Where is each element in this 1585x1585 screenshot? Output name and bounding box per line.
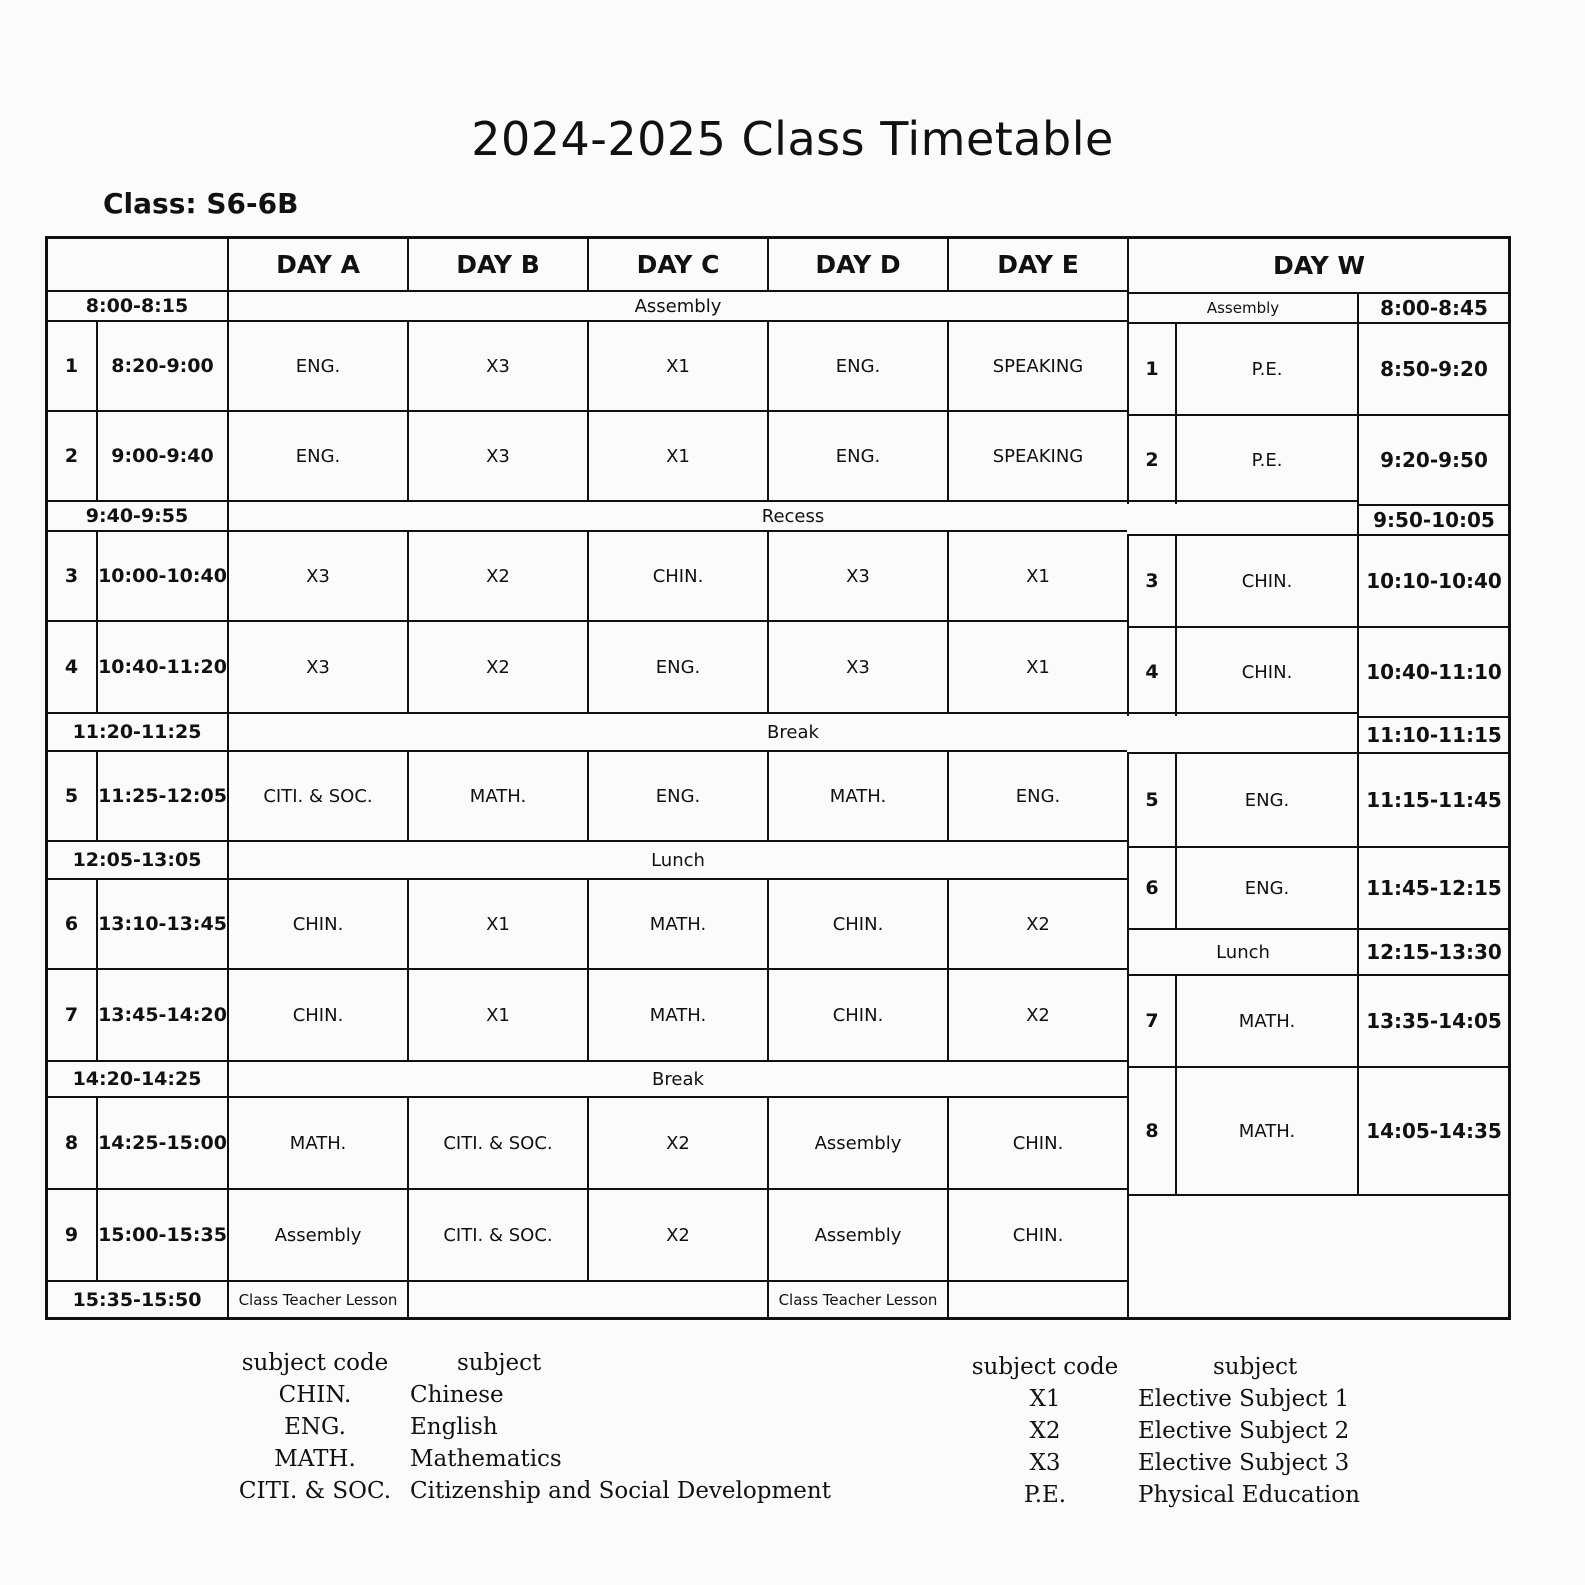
legend-subject: English bbox=[410, 1414, 498, 1440]
w-empty-block bbox=[1127, 1194, 1509, 1317]
lesson-cell: CHIN. bbox=[227, 878, 407, 968]
class-teacher-lesson-cell: Class Teacher Lesson bbox=[227, 1280, 407, 1317]
header-corner bbox=[47, 236, 227, 290]
break-label: Break bbox=[227, 712, 1357, 750]
lesson-cell: CITI. & SOC. bbox=[227, 750, 407, 840]
w-lesson-cell: P.E. bbox=[1175, 322, 1357, 414]
lesson-cell: ENG. bbox=[227, 320, 407, 410]
w-period-time: 8:50-9:20 bbox=[1357, 322, 1509, 414]
lesson-cell: MATH. bbox=[587, 878, 767, 968]
day-header: DAY A bbox=[227, 236, 407, 290]
w-period-time: 11:15-11:45 bbox=[1357, 752, 1509, 846]
period-time: 13:10-13:45 bbox=[96, 878, 227, 968]
lesson-cell: X1 bbox=[587, 410, 767, 500]
lesson-cell: ENG. bbox=[767, 410, 947, 500]
legend-code: CITI. & SOC. bbox=[238, 1478, 392, 1504]
class-teacher-lesson-cell: Class Teacher Lesson bbox=[767, 1280, 947, 1317]
day-w-header: DAY W bbox=[1127, 236, 1509, 292]
w-period-time: 10:40-11:10 bbox=[1357, 626, 1509, 716]
w-period-number: 7 bbox=[1127, 974, 1175, 1066]
lesson-cell: ENG. bbox=[587, 620, 767, 712]
lesson-cell: X1 bbox=[587, 320, 767, 410]
w-recess-time: 9:50-10:05 bbox=[1357, 504, 1509, 534]
legend-code: X1 bbox=[1029, 1386, 1061, 1412]
assembly-time: 8:00-8:15 bbox=[47, 290, 227, 320]
period-time: 8:20-9:00 bbox=[96, 320, 227, 410]
lesson-cell: Assembly bbox=[767, 1188, 947, 1280]
lesson-cell: X2 bbox=[947, 968, 1127, 1060]
lesson-cell: MATH. bbox=[407, 750, 587, 840]
day-header: DAY D bbox=[767, 236, 947, 290]
lesson-cell: CITI. & SOC. bbox=[407, 1188, 587, 1280]
lesson-cell: ENG. bbox=[587, 750, 767, 840]
lunch-time: 12:05-13:05 bbox=[47, 840, 227, 878]
legend-code: X2 bbox=[1029, 1418, 1061, 1444]
w-lunch-time: 12:15-13:30 bbox=[1357, 928, 1509, 974]
legend-subject: Citizenship and Social Development bbox=[410, 1478, 831, 1504]
day-header: DAY C bbox=[587, 236, 767, 290]
period-number: 6 bbox=[47, 878, 96, 968]
w-period-time: 10:10-10:40 bbox=[1357, 534, 1509, 626]
lesson-cell: CHIN. bbox=[227, 968, 407, 1060]
lesson-cell: X1 bbox=[407, 968, 587, 1060]
class-teacher-lesson-time: 15:35-15:50 bbox=[47, 1280, 227, 1317]
lesson-cell: SPEAKING bbox=[947, 410, 1127, 500]
lesson-cell: X3 bbox=[227, 620, 407, 712]
legend-right-code-header: subject code bbox=[971, 1354, 1119, 1380]
w-lesson-cell: P.E. bbox=[1175, 414, 1357, 504]
lesson-cell: X1 bbox=[947, 530, 1127, 620]
w-lesson-cell: CHIN. bbox=[1175, 626, 1357, 716]
lesson-cell: ENG. bbox=[947, 750, 1127, 840]
w-period-number: 8 bbox=[1127, 1066, 1175, 1194]
lesson-cell: MATH. bbox=[227, 1096, 407, 1188]
period-time: 15:00-15:35 bbox=[96, 1188, 227, 1280]
lesson-cell: ENG. bbox=[767, 320, 947, 410]
legend-code: P.E. bbox=[1023, 1482, 1067, 1508]
legend-right-subject-header: subject bbox=[1213, 1354, 1298, 1380]
lesson-cell: SPEAKING bbox=[947, 320, 1127, 410]
lesson-cell: ENG. bbox=[227, 410, 407, 500]
period-number: 8 bbox=[47, 1096, 96, 1188]
lesson-cell: MATH. bbox=[587, 968, 767, 1060]
lesson-cell: CHIN. bbox=[587, 530, 767, 620]
w-period-number: 2 bbox=[1127, 414, 1175, 504]
lesson-cell: X3 bbox=[407, 320, 587, 410]
lesson-cell: X3 bbox=[407, 410, 587, 500]
w-lesson-cell: CHIN. bbox=[1175, 534, 1357, 626]
period-number: 3 bbox=[47, 530, 96, 620]
break-label: Break bbox=[227, 1060, 1127, 1096]
legend-subject: Elective Subject 3 bbox=[1138, 1450, 1350, 1476]
legend-code: X3 bbox=[1029, 1450, 1061, 1476]
lesson-cell: CHIN. bbox=[947, 1188, 1127, 1280]
period-time: 11:25-12:05 bbox=[96, 750, 227, 840]
w-lesson-cell: ENG. bbox=[1175, 846, 1357, 928]
w-period-time: 9:20-9:50 bbox=[1357, 414, 1509, 504]
w-lesson-cell: ENG. bbox=[1175, 752, 1357, 846]
lesson-cell: X3 bbox=[767, 620, 947, 712]
lesson-cell: X2 bbox=[587, 1096, 767, 1188]
legend-left-code-header: subject code bbox=[241, 1350, 389, 1376]
lesson-cell: MATH. bbox=[767, 750, 947, 840]
day-header: DAY E bbox=[947, 236, 1127, 290]
w-assembly-label: Assembly bbox=[1127, 292, 1357, 322]
lesson-cell: X3 bbox=[227, 530, 407, 620]
period-number: 1 bbox=[47, 320, 96, 410]
lesson-cell: X2 bbox=[407, 530, 587, 620]
lesson-cell: CHIN. bbox=[767, 968, 947, 1060]
lunch-label: Lunch bbox=[227, 840, 1127, 878]
lesson-cell: X2 bbox=[947, 878, 1127, 968]
assembly-label: Assembly bbox=[227, 290, 1127, 320]
w-period-number: 3 bbox=[1127, 534, 1175, 626]
w-period-number: 5 bbox=[1127, 752, 1175, 846]
recess-label: Recess bbox=[227, 500, 1357, 530]
legend-left-subject-header: subject bbox=[457, 1350, 542, 1376]
w-period-time: 14:05-14:35 bbox=[1357, 1066, 1509, 1194]
w-period-time: 11:45-12:15 bbox=[1357, 846, 1509, 928]
legend-subject: Chinese bbox=[410, 1382, 504, 1408]
w-period-time: 13:35-14:05 bbox=[1357, 974, 1509, 1066]
legend-subject: Elective Subject 2 bbox=[1138, 1418, 1350, 1444]
w-lunch-label: Lunch bbox=[1127, 928, 1357, 974]
empty-cell bbox=[407, 1280, 767, 1317]
period-time: 9:00-9:40 bbox=[96, 410, 227, 500]
lesson-cell: X3 bbox=[767, 530, 947, 620]
legend-subject: Physical Education bbox=[1138, 1482, 1360, 1508]
period-number: 2 bbox=[47, 410, 96, 500]
w-lesson-cell: MATH. bbox=[1175, 974, 1357, 1066]
lesson-cell: Assembly bbox=[227, 1188, 407, 1280]
lesson-cell: Assembly bbox=[767, 1096, 947, 1188]
lesson-cell: X1 bbox=[407, 878, 587, 968]
w-assembly-time: 8:00-8:45 bbox=[1357, 292, 1509, 322]
legend-code: MATH. bbox=[274, 1446, 356, 1472]
period-time: 10:00-10:40 bbox=[96, 530, 227, 620]
recess-time: 9:40-9:55 bbox=[47, 500, 227, 530]
period-number: 5 bbox=[47, 750, 96, 840]
class-label: Class: S6-6B bbox=[103, 187, 299, 220]
period-number: 4 bbox=[47, 620, 96, 712]
break-time: 14:20-14:25 bbox=[47, 1060, 227, 1096]
period-time: 14:25-15:00 bbox=[96, 1096, 227, 1188]
w-period-number: 1 bbox=[1127, 322, 1175, 414]
break-time: 11:20-11:25 bbox=[47, 712, 227, 750]
legend-subject: Elective Subject 1 bbox=[1138, 1386, 1350, 1412]
lesson-cell: CHIN. bbox=[767, 878, 947, 968]
w-period-number: 4 bbox=[1127, 626, 1175, 716]
period-time: 10:40-11:20 bbox=[96, 620, 227, 712]
lesson-cell: X2 bbox=[407, 620, 587, 712]
w-break-time: 11:10-11:15 bbox=[1357, 716, 1509, 752]
lesson-cell: CHIN. bbox=[947, 1096, 1127, 1188]
period-number: 9 bbox=[47, 1188, 96, 1280]
page-title: 2024-2025 Class Timetable bbox=[471, 112, 1114, 166]
lesson-cell: X2 bbox=[587, 1188, 767, 1280]
legend-code: ENG. bbox=[284, 1414, 346, 1440]
w-lesson-cell: MATH. bbox=[1175, 1066, 1357, 1194]
day-header: DAY B bbox=[407, 236, 587, 290]
w-period-number: 6 bbox=[1127, 846, 1175, 928]
legend-subject: Mathematics bbox=[410, 1446, 562, 1472]
empty-cell bbox=[947, 1280, 1127, 1317]
legend-code: CHIN. bbox=[278, 1382, 352, 1408]
period-number: 7 bbox=[47, 968, 96, 1060]
lesson-cell: CITI. & SOC. bbox=[407, 1096, 587, 1188]
period-time: 13:45-14:20 bbox=[96, 968, 227, 1060]
lesson-cell: X1 bbox=[947, 620, 1127, 712]
